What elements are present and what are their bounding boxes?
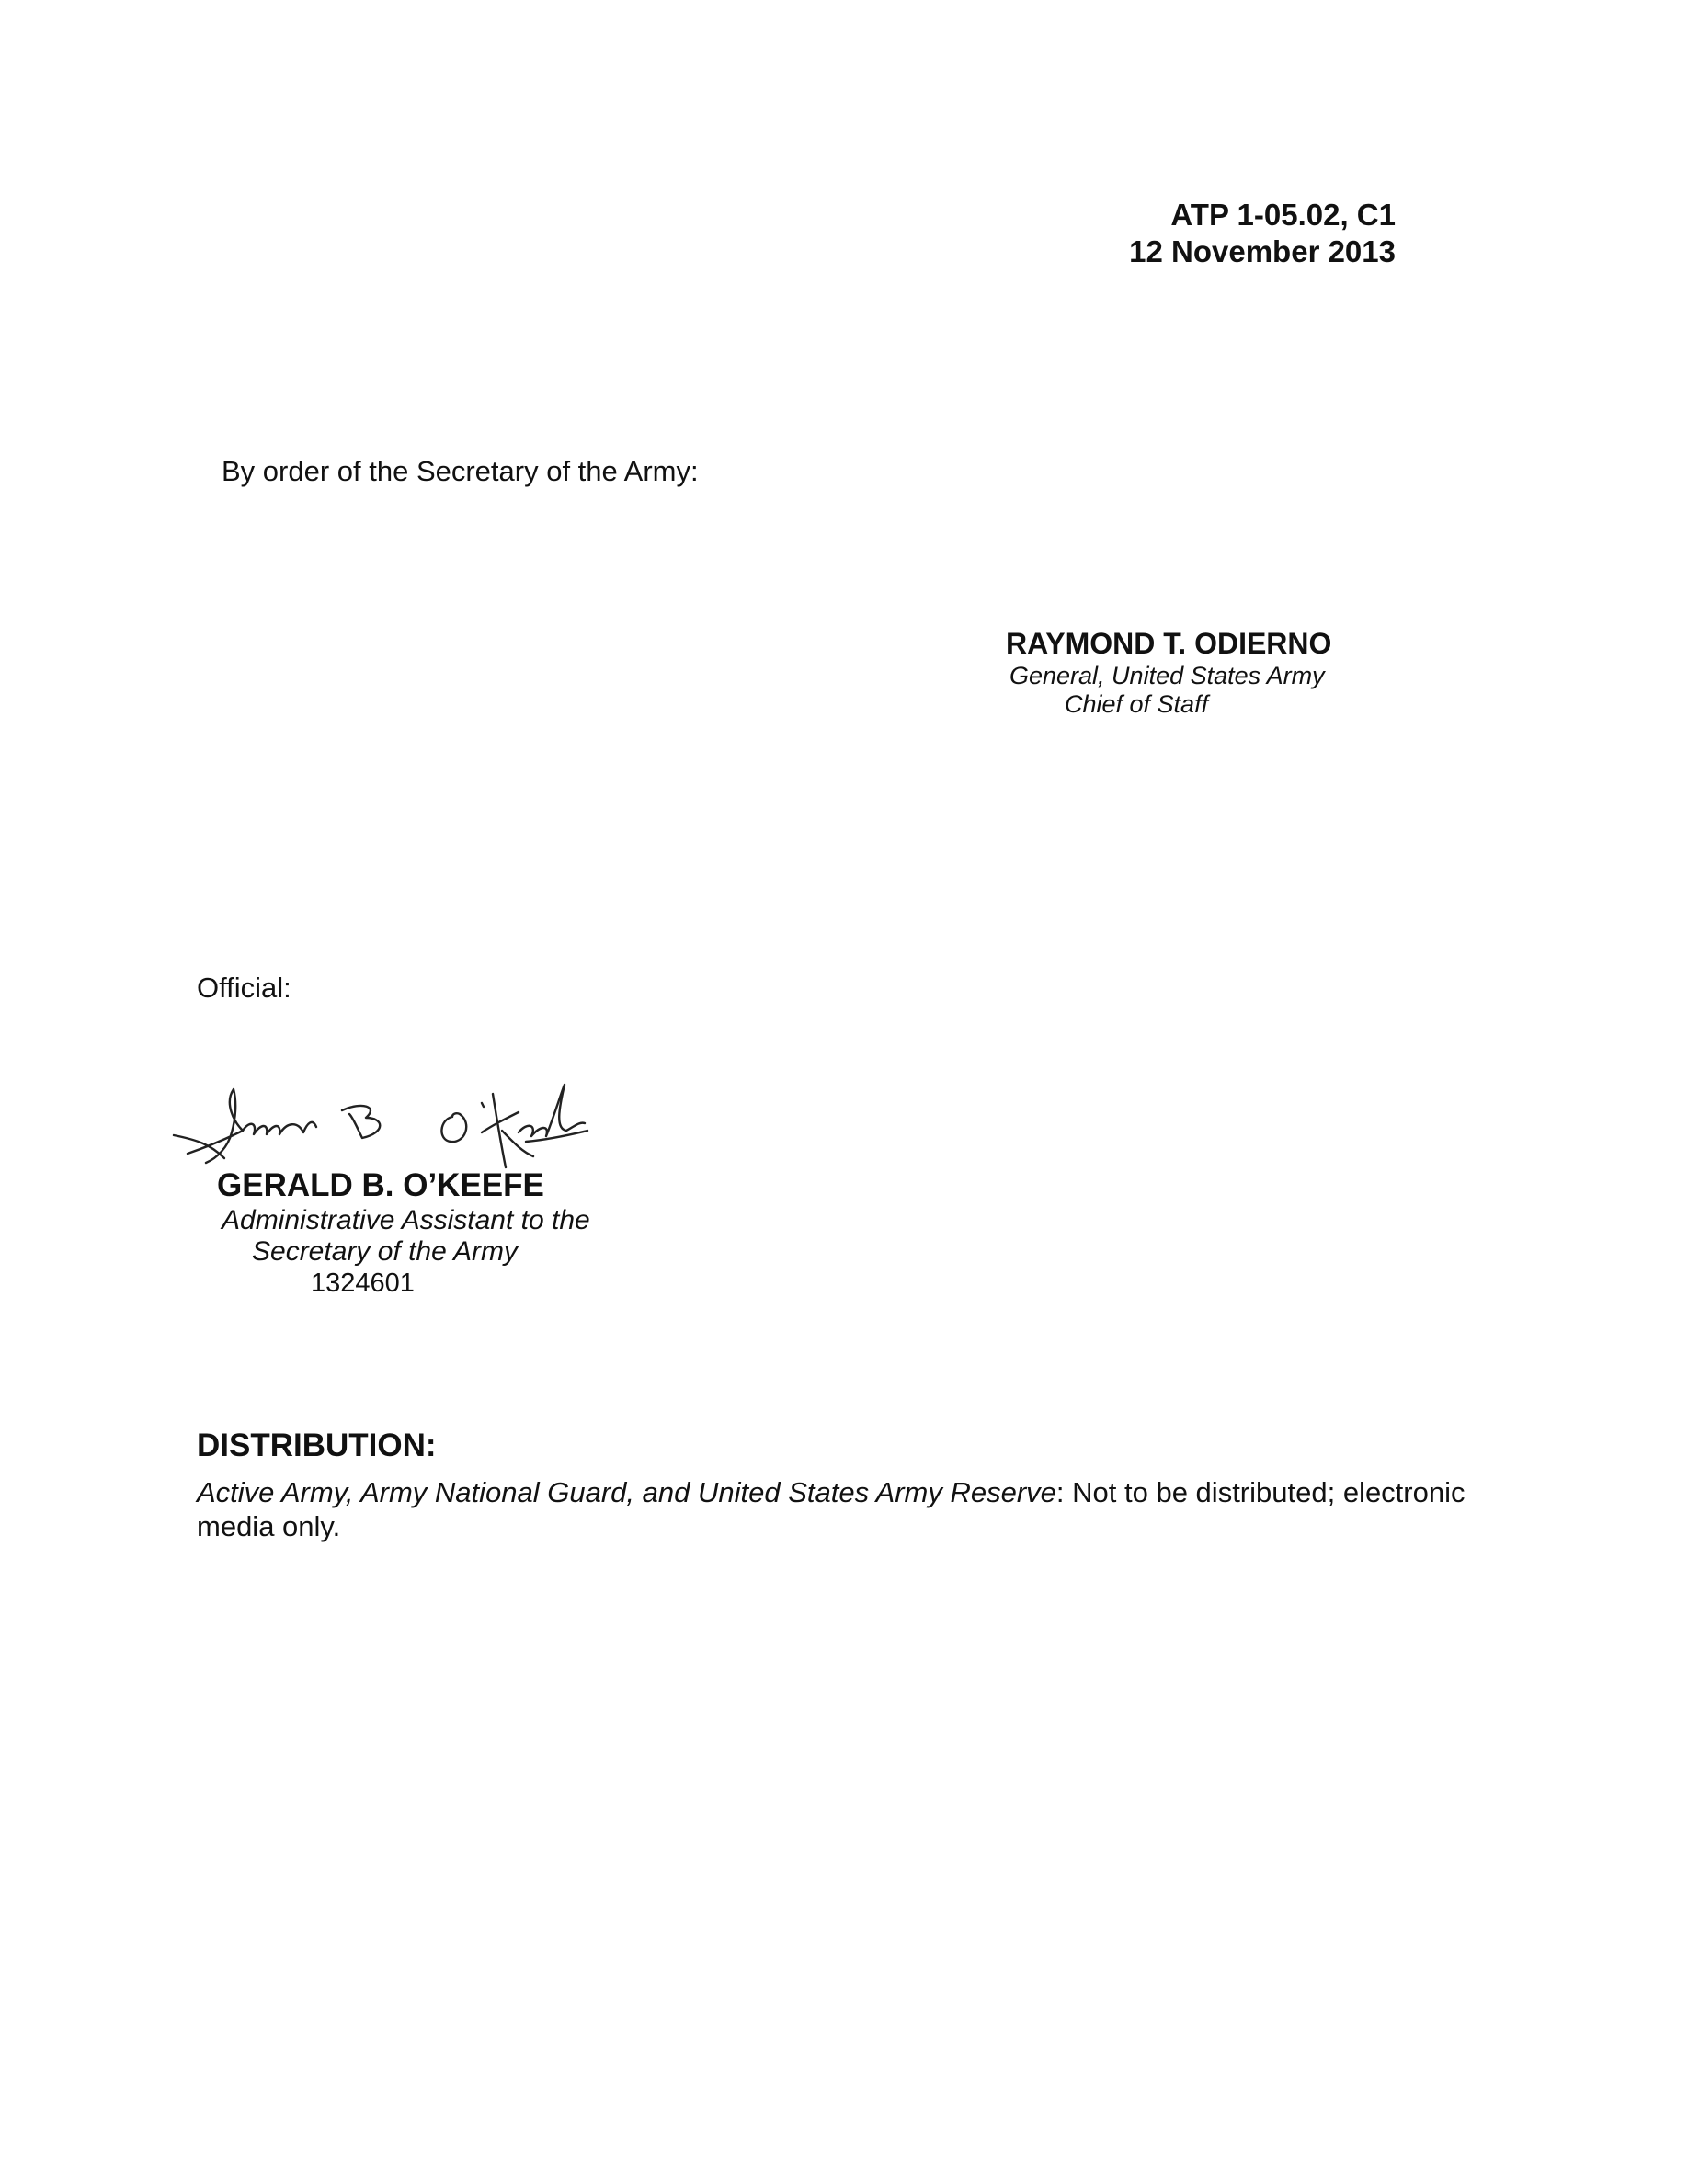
chief-of-staff-rank: General, United States Army — [1009, 662, 1325, 689]
authentication-number: 1324601 — [311, 1268, 415, 1298]
publication-date: 12 November 2013 — [1129, 234, 1396, 268]
publication-header — [1129, 197, 1396, 270]
distribution-heading: DISTRIBUTION: — [197, 1428, 437, 1463]
publication-number: ATP 1-05.02, C1 — [1170, 198, 1396, 232]
distribution-statement — [197, 1475, 1466, 1543]
handwritten-signature — [169, 1066, 610, 1177]
administrative-assistant-name: GERALD B. O’KEEFE — [217, 1167, 544, 1203]
distribution-instruction: : Not to be distributed; electronic media only. — [197, 1476, 1466, 1542]
chief-of-staff-role: Chief of Staff — [1065, 690, 1209, 718]
administrative-assistant-title-line2: Secretary of the Army — [252, 1236, 518, 1267]
official-label: Official: — [197, 972, 291, 1004]
administrative-assistant-title-line1: Administrative Assistant to the — [222, 1205, 590, 1235]
chief-of-staff-name: RAYMOND T. ODIERNO — [1006, 627, 1332, 660]
distribution-components: Active Army, Army National Guard, and United States Army Reserve — [197, 1476, 1056, 1508]
authority-line: By order of the Secretary of the Army: — [222, 455, 699, 487]
